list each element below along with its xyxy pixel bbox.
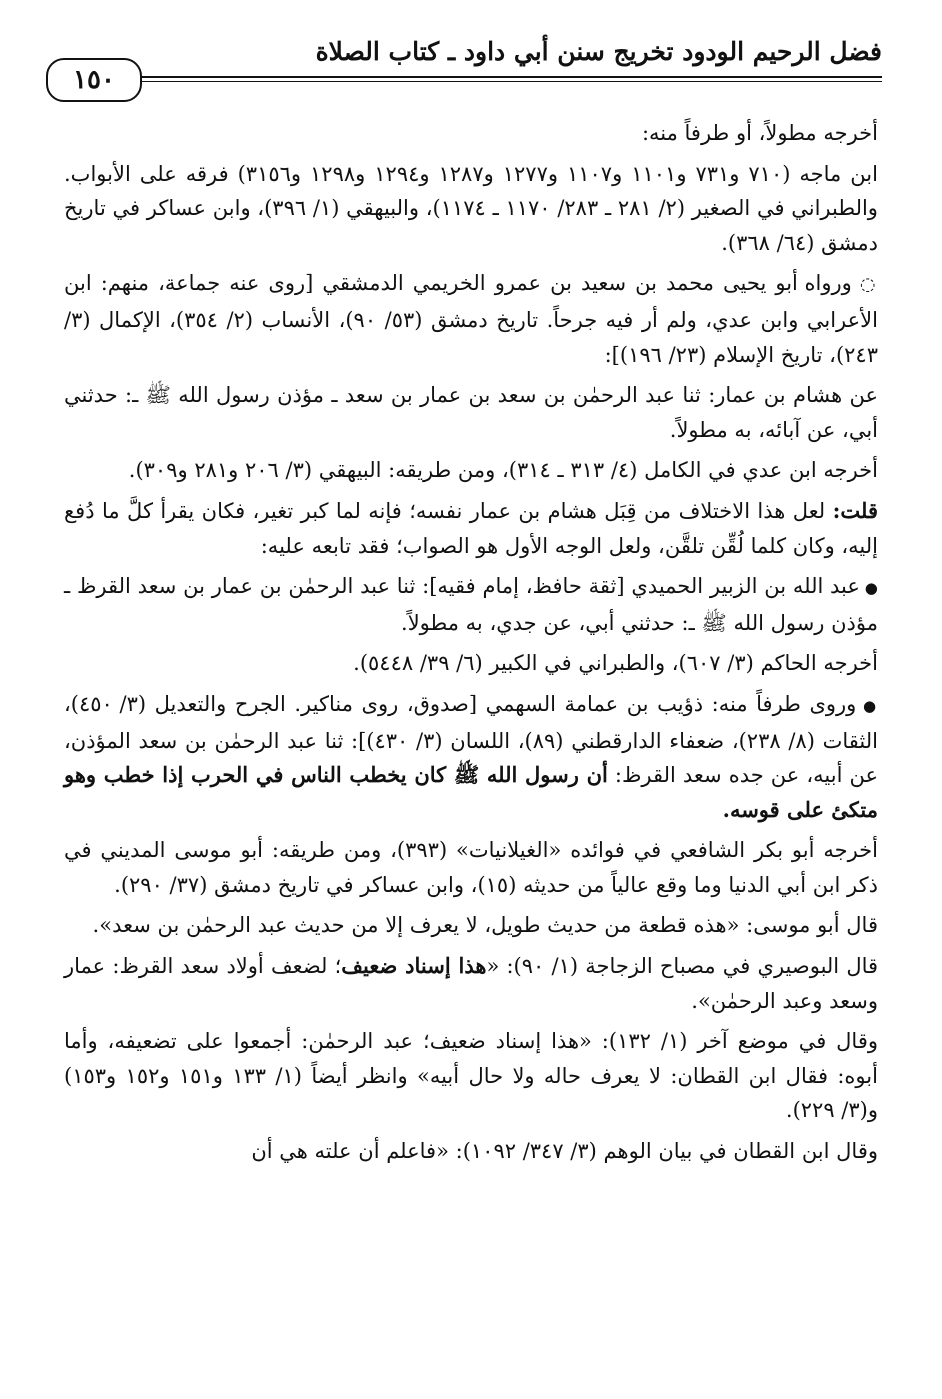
paragraph: أخرجه الحاكم (٣/ ٦٠٧)، والطبراني في الكبير (٦/ ٣٩/ ٥٤٤٨). [353,651,878,676]
paragraph-text: ؛ لضعف أولاد سعد القرظ: عمار وسعد وعبد الرحمٰن». [64,954,878,1013]
paragraph-text: لعل هذا الاختلاف من قِبَل هشام بن عمار نفسه؛ فإنه لما كبر تغير، فكان يقرأ كلَّ ما دُفع إليه، وكان كلما لُقِّن تلقَّن، ولعل الوجه الأول هو الصواب؛ فقد تابعه عليه: [64,498,878,558]
paragraph [64,494,878,563]
lead-word: قلت: [832,497,878,523]
paragraph: عن هشام بن عمار: ثنا عبد الرحمٰن بن سعد بن عمار بن سعد ـ مؤذن رسول الله ﷺ ـ: حدثني أبي، عن آبائه، به مطولاً. [64,383,878,442]
paragraph: ◌ ورواه أبو يحيى محمد بن سعيد بن عمرو الخريمي الدمشقي [روى عنه جماعة، منهم: ابن الأعرابي وابن عدي، ولم أر فيه جرحاً. تاريخ دمشق (٥٣/ ٩٠)، الأنساب (٢/ ٣٥٤)، الإكمال (٣/ ٢٤٣)، تاريخ الإسلام (٢٣/ ١٩٦)]: [64,266,878,372]
paragraph: أخرجه أبو بكر الشافعي في فوائده «الغيلانيات» (٣٩٣)، ومن طريقه: أبو موسى المديني في ذكر ابن أبي الدنيا وما وقع عالياً من حديثه (١٥)، وابن عساكر في تاريخ دمشق (٣٧/ ٢٩٠). [64,838,878,897]
paragraph: أخرجه ابن عدي في الكامل (٤/ ٣١٣ ـ ٣١٤)، ومن طريقه: البيهقي (٣/ ٢٠٦ و٢٨١ و٣٠٩). [128,458,878,483]
paragraph-text: وروى طرفاً منه: ذؤيب بن عمامة السهمي [صدوق، روى مناكير. الجرح والتعديل (٣/ ٤٥٠)، الثقات (٨/ ٢٣٨)، ضعفاء الدارقطني (٨٩)، اللسان (٣/ ٤٣٠)]: ثنا عبد الرحمٰن بن سعد المؤذن، عن أبيه، عن جده سعد القرظ: [64,691,878,788]
page-body [64,116,878,1175]
paragraph: ● عبد الله بن الزبير الحميدي [ثقة حافظ، إمام فقيه]: ثنا عبد الرحمٰن بن عمار بن سعد القرظ ـ مؤذن رسول الله ﷺ ـ: حدثني أبي، عن جدي، به مطولاً. [64,569,878,640]
paragraph: وقال ابن القطان في بيان الوهم (٣/ ٣٤٧/ ١٠٩٢): «فاعلم أن علته هي أن [251,1139,878,1164]
paragraph [64,687,878,827]
emphasis-text: هذا إسناد ضعيف [341,953,487,979]
paragraph-text: قال البوصيري في مصباح الزجاجة (١/ ٩٠): « [486,954,879,979]
paragraph [64,949,878,1018]
page-header [60,32,882,104]
paragraph: قال أبو موسى: «هذه قطعة من حديث طويل، لا يعرف إلا من حديث عبد الرحمٰن بن سعد». [92,913,878,938]
paragraph: وقال في موضع آخر (١/ ١٣٢): «هذا إسناد ضعيف؛ عبد الرحمٰن: أجمعوا على تضعيفه، وأما أبوه: فقال ابن القطان: لا يعرف حاله ولا حال أبيه» وانظر أيضاً (١/ ١٣٣ و١٥١ و١٥٢ و١٥٣) و(٣/ ٢٢٩). [64,1029,879,1123]
paragraph: أخرجه مطولاً، أو طرفاً منه: [641,121,878,145]
page-number: ١٥٠ [46,58,142,102]
header-rule-line [60,76,882,78]
running-title: فضل الرحيم الودود تخريج سنن أبي داود ـ كتاب الصلاة [315,37,882,66]
hadith-text: أن رسول الله ﷺ كان يخطب الناس في الحرب إذا خطب وهو متكئ على قوسه. [64,762,878,822]
paragraph: ابن ماجه (٧١٠ و٧٣١ و١١٠١ و١١٠٧ و١٢٧٧ و١٢٨٧ و١٢٩٤ و١٢٩٨ و٣١٥٦) فرقه على الأبواب. والطبراني في الصغير (٢/ ٢٨١ ـ ٢٨٣/ ١١٧٠ ـ ١١٧٤)، والبيهقي (١/ ٣٩٦)، وابن عساكر في تاريخ دمشق (٦٤/ ٣٦٨). [64,161,878,255]
header-rule-line [60,81,882,82]
